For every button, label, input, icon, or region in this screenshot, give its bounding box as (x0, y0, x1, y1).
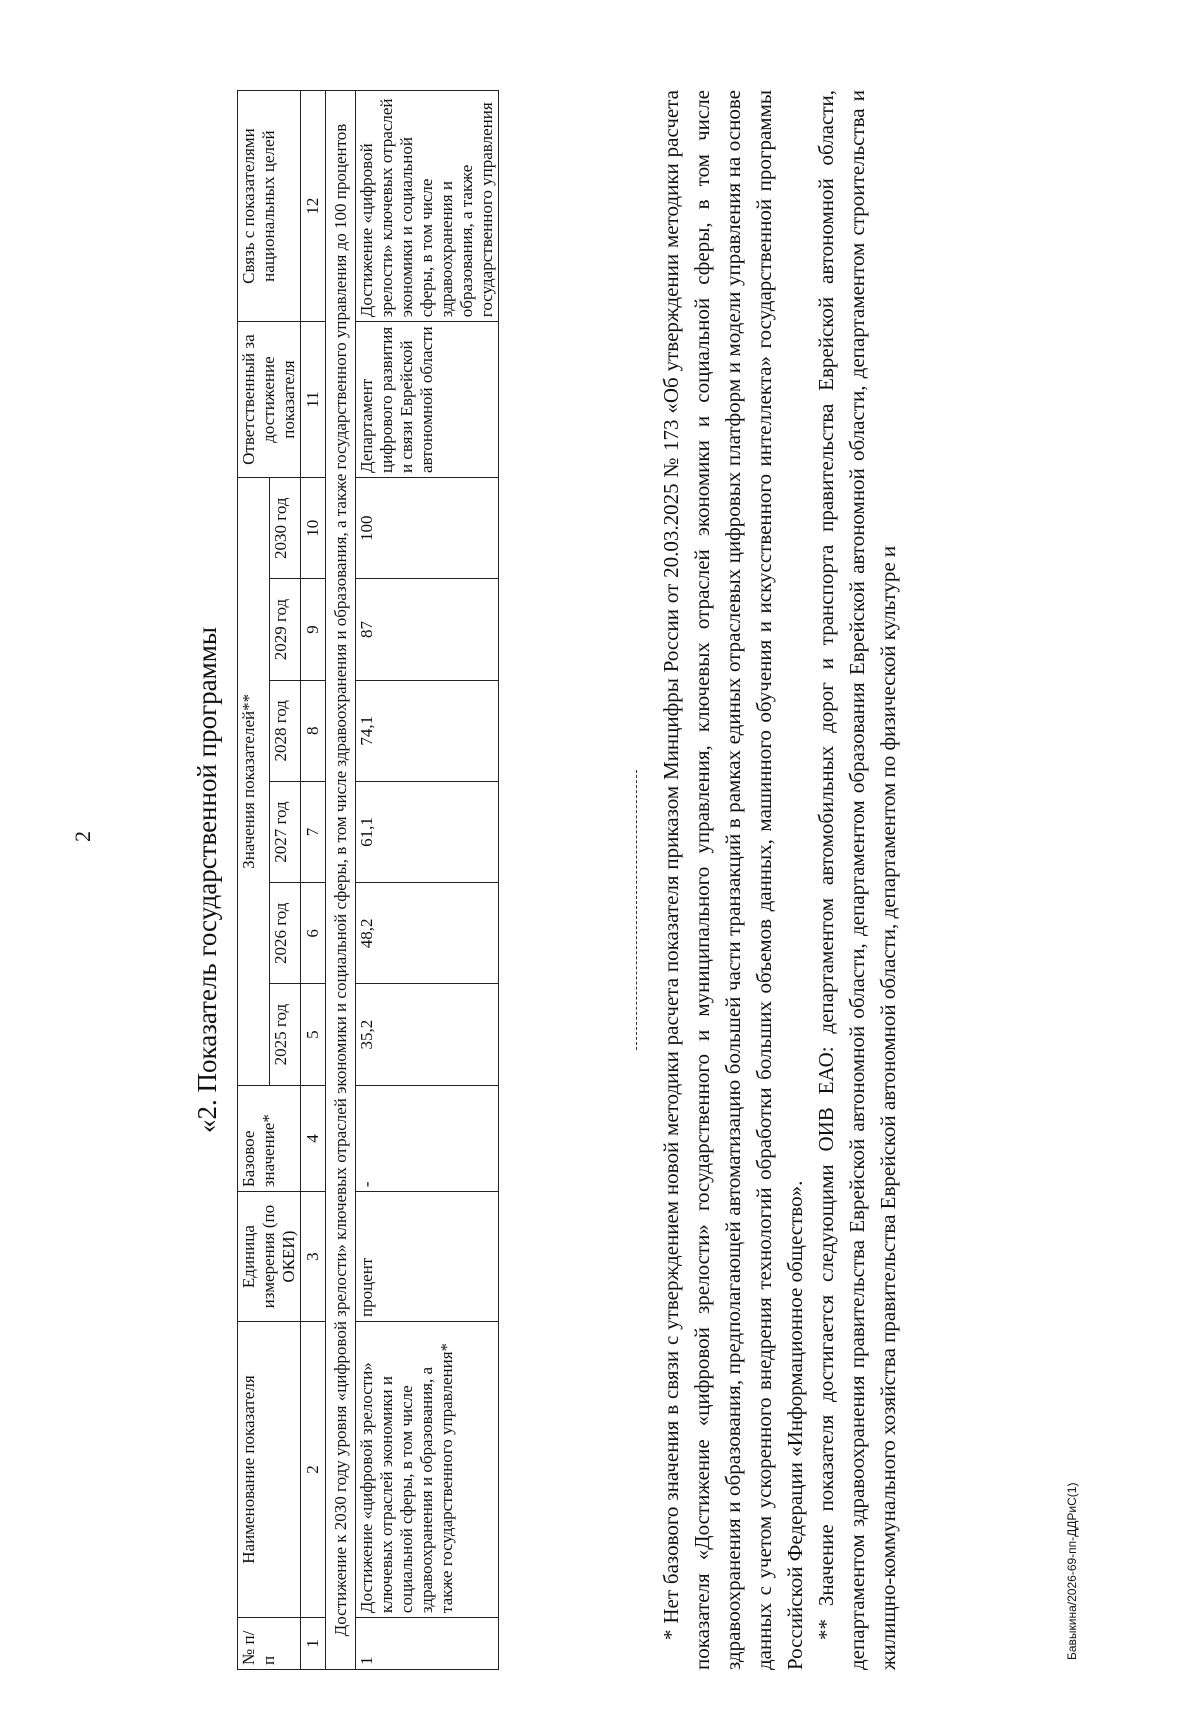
column-number: 7 (301, 781, 326, 882)
header-year-2026: 2026 год (269, 883, 301, 984)
row-value-2027: 61,1 (356, 781, 499, 882)
page-content (190, 90, 1090, 1670)
row-value-2030: 100 (356, 478, 499, 579)
row-base: - (356, 1085, 499, 1191)
column-number: 10 (301, 478, 326, 579)
column-number: 4 (301, 1085, 326, 1191)
indicators-table (237, 90, 499, 1670)
column-number: 6 (301, 883, 326, 984)
column-number: 5 (301, 984, 326, 1085)
header-year-2027: 2027 год (269, 781, 301, 882)
column-number-row (301, 91, 326, 1670)
header-link: Связь с показателями национальных целей (238, 91, 301, 322)
section-title: «2. Показатель государственной программы (192, 627, 222, 1133)
row-value-2025: 35,2 (356, 984, 499, 1085)
column-number: 11 (301, 322, 326, 478)
header-name: Наименование показателя (238, 1322, 301, 1618)
header-year-2030: 2030 год (269, 478, 301, 579)
page-number: 2 (70, 831, 95, 842)
column-number: 3 (301, 1192, 326, 1322)
footnote-divider (636, 770, 637, 1050)
header-year-2028: 2028 год (269, 680, 301, 781)
rotated-page (190, 90, 1090, 1670)
header-base: Базовое значение* (238, 1085, 301, 1191)
row-name: Достижение «цифровой зрелости» ключевых отраслей экономики и социальной сферы, в том числе здравоохранения и образования, а также государственного управления* (356, 1322, 499, 1618)
header-year-2029: 2029 год (269, 579, 301, 680)
row-link: Достижение «цифровой зрелости» ключевых отраслей экономики и социальной сферы, в том числе здравоохранения и образования, а также государственного управления (356, 91, 499, 322)
row-num: 1 (356, 1618, 499, 1670)
footnotes (656, 90, 904, 1670)
row-value-2028: 74,1 (356, 680, 499, 781)
row-responsible: Департамент цифрового развития и связи Еврейской автономной области (356, 322, 499, 478)
header-num: № п/п (238, 1618, 301, 1670)
header-unit: Единица измерения (по ОКЕИ) (238, 1192, 301, 1322)
column-number: 9 (301, 579, 326, 680)
column-number: 12 (301, 91, 326, 322)
footnote-1: * Нет базового значения в связи с утверждением новой методики расчета показателя приказом Минцифры России от 20.03.2025 № 173 «Об утверждении методики расчета показателя «Достижение «цифровой зрелости» государственного и муниципального управления, ключевых отраслей экономики и социальной сферы, в том числе здравоохранения и образования, предполагающей автоматизацию большей части транзакций в рамках единых отраслевых цифровых платформ и модели управления на основе данных с учетом ускоренного внедрения технологий обработки больших объемов данных, машинного обучения и искусственного интеллекта» государственной программы Российской Федерации «Информационное общество». (659, 90, 807, 1670)
header-values-group: Значения показателей** (238, 478, 270, 1086)
row-value-2026: 48,2 (356, 883, 499, 984)
row-unit: процент (356, 1192, 499, 1322)
header-year-2025: 2025 год (269, 984, 301, 1085)
column-number: 1 (301, 1618, 326, 1670)
header-row-1 (238, 91, 270, 1670)
document-code: Бавыкина/2026-69-пп-ДДРиС(1) (1065, 1482, 1079, 1660)
goal-text: Достижение к 2030 году уровня «цифровой зрелости» ключевых отраслей экономики и социальной сферы, в том числе здравоохранения и образования, а также государственного управления до 100 процентов (326, 91, 356, 1670)
column-number: 2 (301, 1322, 326, 1618)
column-number: 8 (301, 680, 326, 781)
row-value-2029: 87 (356, 579, 499, 680)
goal-row (326, 91, 356, 1670)
footnote-2: ** Значение показателя достигается следующими ОИВ ЕАО: департаментом автомобильных дорог и транспорта правительства Еврейской автономной области, департаментом здравоохранения правительства Еврейской автономной области, департаментом образования Еврейской автономной области, департаментом строительства и жилищно-коммунального хозяйства правительства Еврейской автономной области, департаментом по физической культуре и (814, 90, 900, 1670)
header-responsible: Ответственный за достижение показателя (238, 322, 301, 478)
indicator-row (356, 91, 499, 1670)
